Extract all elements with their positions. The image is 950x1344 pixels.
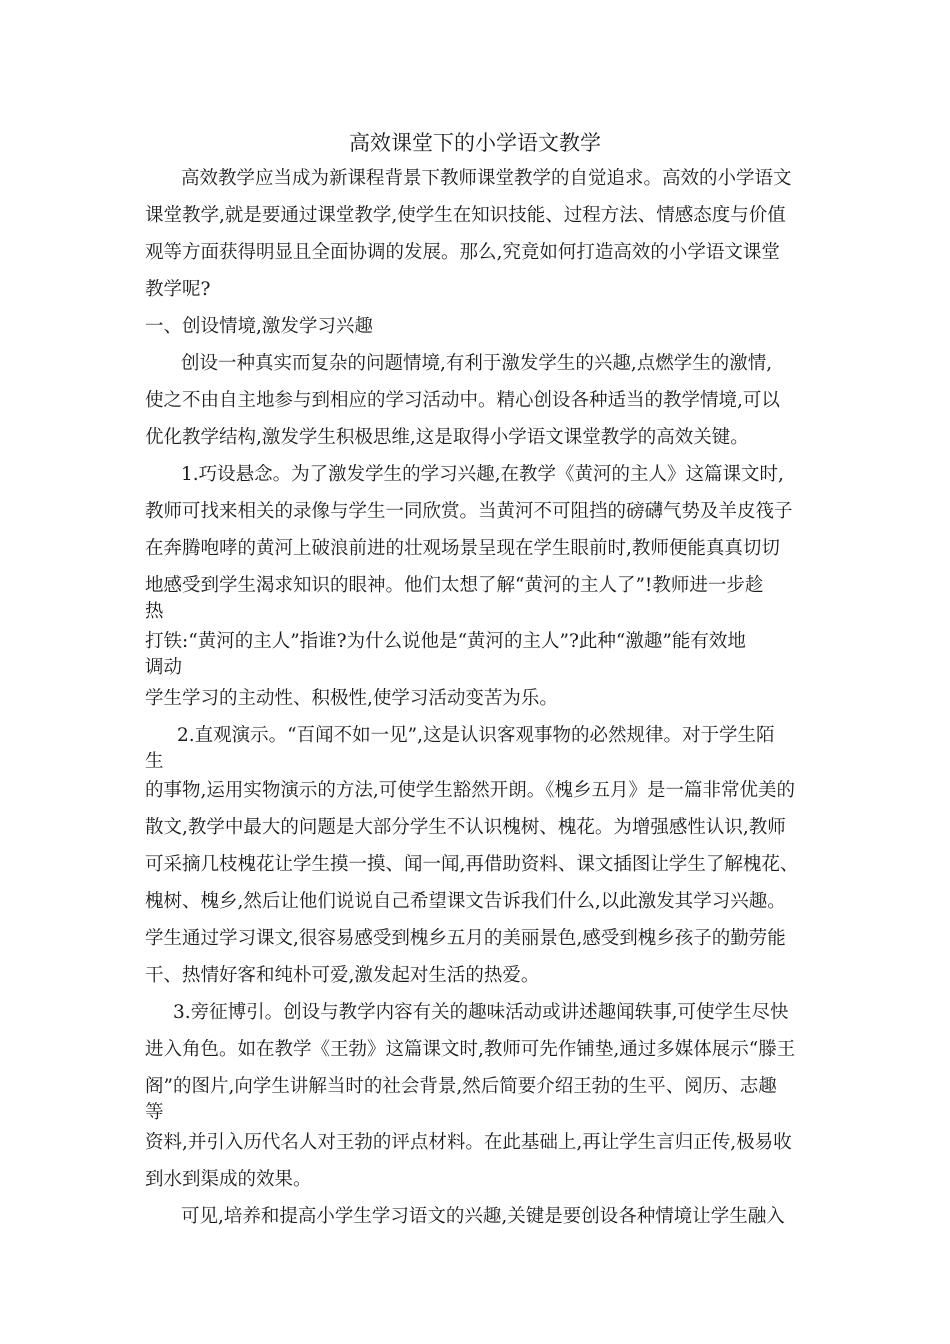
text-line: 使之不由自主地参与到相应的学习活动中。精心创设各种适当的教学情境,可以 xyxy=(145,390,780,411)
text-line: 槐树、槐乡,然后让他们说说自己希望课文告诉我们什么,以此激发其学习兴趣。 xyxy=(145,891,786,912)
text-line: 课堂教学,就是要通过课堂教学,使学生在知识技能、过程方法、情感态度与价值 xyxy=(145,205,786,226)
text-line: 到水到渠成的效果。 xyxy=(145,1169,312,1190)
text-line: 调动 xyxy=(145,657,183,678)
text-line: 高效教学应当成为新课程背景下教师课堂教学的自觉追求。高效的小学语文 xyxy=(181,168,792,189)
text-line: 热 xyxy=(145,601,164,622)
text-line: 学生通过学习课文,很容易感受到槐乡五月的美丽景色,感受到槐乡孩子的勤劳能 xyxy=(145,928,786,949)
text-line: 优化教学结构,激发学生积极思维,这是取得小学语文课堂教学的高效关键。 xyxy=(145,427,749,448)
text-line: 进入角色。如在教学《王勃》这篇课文时,教师可先作铺垫,通过多媒体展示“滕王 xyxy=(145,1039,796,1060)
text-line: 3.旁征博引。创设与教学内容有关的趣味活动或讲述趣闻轶事,可使学生尽快 xyxy=(173,1002,789,1023)
text-line: 在奔腾咆哮的黄河上破浪前进的壮观场景呈现在学生眼前时,教师便能真真切切 xyxy=(145,538,780,559)
text-line: 教师可找来相关的录像与学生一同欣赏。当黄河不可阻挡的磅礴气势及羊皮筏子 xyxy=(145,501,793,522)
text-line: 学生学习的主动性、积极性,使学习活动变苦为乐。 xyxy=(145,688,558,709)
text-line: 一、创设情境,激发学习兴趣 xyxy=(145,316,373,337)
text-line: 干、热情好客和纯朴可爱,激发起对生活的热爱。 xyxy=(145,965,540,986)
document-title: 高效课堂下的小学语文教学 xyxy=(349,131,601,155)
text-line: 生 xyxy=(145,751,164,772)
text-line: 等 xyxy=(145,1102,164,1123)
text-line: 可见,培养和提高小学生学习语文的兴趣,关键是要创设各种情境让学生融入 xyxy=(181,1206,785,1227)
text-line: 1.巧设悬念。为了激发学生的学习兴趣,在教学《黄河的主人》这篇课文时, xyxy=(181,464,784,485)
text-line: 可采摘几枝槐花让学生摸一摸、闻一闻,再借助资料、课文插图让学生了解槐花、 xyxy=(145,854,799,875)
text-line: 的事物,运用实物演示的方法,可使学生豁然开朗。《槐乡五月》是一篇非常优美的 xyxy=(145,780,796,801)
text-line: 观等方面获得明显且全面协调的发展。那么,究竟如何打造高效的小学语文课堂 xyxy=(145,242,780,263)
text-line: 教学呢? xyxy=(145,279,211,300)
text-line: 打铁:“黄河的主人”指谁?为什么说他是“黄河的主人”?此种“激趣”能有效地 xyxy=(145,631,746,652)
text-line: 2.直观演示。“百闻不如一见”,这是认识客观事物的必然规律。对于学生陌 xyxy=(177,725,775,746)
text-line: 创设一种真实而复杂的问题情境,有利于激发学生的兴趣,点燃学生的激情, xyxy=(181,353,773,374)
text-line: 资料,并引入历代名人对王勃的评点材料。在此基础上,再让学生言归正传,极易收 xyxy=(145,1132,792,1153)
text-line: 地感受到学生渴求知识的眼神。他们太想了解“黄河的主人了”!教师进一步趁 xyxy=(145,575,764,596)
text-line: 散文,教学中最大的问题是大部分学生不认识槐树、槐花。为增强感性认识,教师 xyxy=(145,817,786,838)
text-line: 阁”的图片,向学生讲解当时的社会背景,然后简要介绍王勃的生平、阅历、志趣 xyxy=(145,1076,777,1097)
